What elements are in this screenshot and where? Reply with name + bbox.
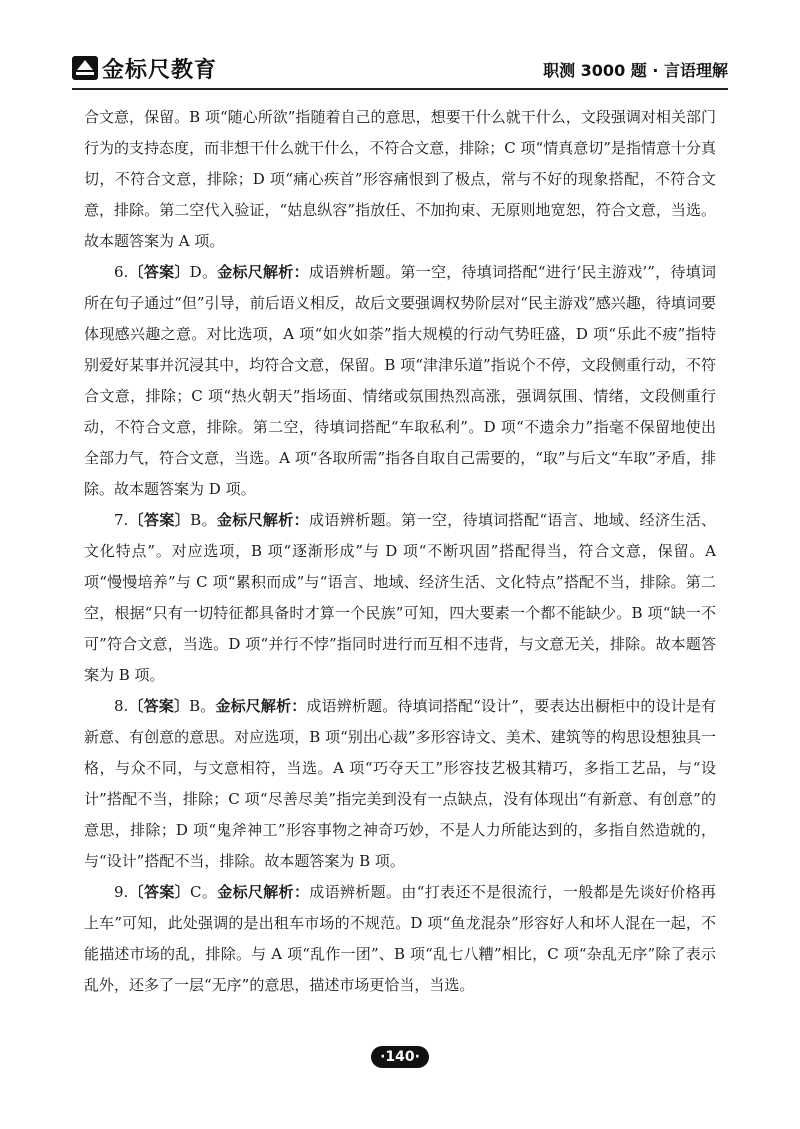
answer-value: D。 (189, 263, 218, 281)
book-title: 职测 3000 题 · 言语理解 (543, 61, 728, 80)
analysis-label: 金标尺解析： (215, 697, 307, 715)
page-header (72, 52, 728, 90)
analysis-label: 金标尺解析： (216, 511, 310, 529)
answer-value: B。 (190, 511, 217, 529)
logo-icon (72, 56, 98, 80)
answer-label: 〔答案〕 (128, 511, 191, 529)
answer-item-7 (84, 505, 716, 691)
page-number: ·140· (371, 1046, 429, 1068)
paragraph-body: 成语辨析题。第一空，待填词搭配“进行‘民主游戏’”，待填词所在句子通过“但”引导，前后语义相反，故后文要强调权势阶层对“民主游戏”感兴趣，待填词要体现感兴趣之意。对比选项，A 项“如火如荼”指大规模的行动气势旺盛，D 项“乐此不疲”指特别爱好某事并沉浸其中，均符合文意，保留。B 项“津津乐道”指说个不停，文段侧重行动，不符合文意，排除；C 项“热火朝天”指场面、情绪或氛围热烈高涨，强调氛围、情绪，文段侧重行动，不符合文意，排除。第二空，待填词搭配“车取私利”。D 项“不遗余力”指毫不保留地使出全部力气，符合文意，当选。A 项“各取所需”指各自取自己需要的，“取”与后文“车取”矛盾，排除。故本题答案为 D 项。 (84, 263, 716, 498)
answer-item-8 (84, 691, 716, 877)
publisher-logo (72, 54, 217, 82)
answer-value: B。 (189, 697, 216, 715)
item-number: 9. (114, 883, 129, 901)
answer-label: 〔答案〕 (128, 697, 190, 715)
answer-value: C。 (190, 883, 218, 901)
logo-text: 金标尺教育 (102, 57, 218, 83)
analysis-label: 金标尺解析： (217, 883, 310, 901)
answer-label: 〔答案〕 (128, 883, 191, 901)
paragraph-continued (84, 102, 716, 257)
page-content (84, 102, 716, 1001)
answer-item-9 (84, 877, 716, 1001)
answer-item-6 (84, 257, 716, 505)
paragraph-body: 成语辨析题。第一空，待填词搭配“语言、地域、经济生活、文化特点”。对应选项，B 项“逐渐形成”与 D 项“不断巩固”搭配得当，符合文意，保留。A 项“慢慢培养”与 C 项“累积而成”与“语言、地域、经济生活、文化特点”搭配不当，排除。第二空，根据“只有一切特征都具备时才算一个民族”可知，四大要素一个都不能缺少。B 项“缺一不可”符合文意，当选。D 项“并行不悖”指同时进行而互相不违背，与文意无关，排除。故本题答案为 B 项。 (84, 511, 716, 684)
item-number: 6. (114, 263, 129, 281)
answer-label: 〔答案〕 (128, 263, 190, 281)
item-number: 7. (114, 511, 129, 529)
paragraph-body: 成语辨析题。待填词搭配“设计”，要表达出橱柜中的设计是有新意、有创意的意思。对应选项，B 项“别出心裁”多形容诗文、美术、建筑等的构思设想独具一格，与众不同，与文意相符，当选。A 项“巧夺天工”形容技艺极其精巧，多指工艺品，与“设计”搭配不当，排除；C 项“尽善尽美”指完美到没有一点缺点，没有体现出“有新意、有创意”的意思，排除；D 项“鬼斧神工”形容事物之神奇巧妙，不是人力所能达到的，多指自然造就的，与“设计”搭配不当，排除。故本题答案为 B 项。 (84, 697, 716, 870)
item-number: 8. (114, 697, 129, 715)
analysis-label: 金标尺解析： (217, 263, 309, 281)
paragraph-body: 合文意，保留。B 项“随心所欲”指随着自己的意思，想要干什么就干什么，文段强调对相关部门行为的支持态度，而非想干什么就干什么，不符合文意，排除；C 项“情真意切”是指情意十分真切，不符合文意，排除；D 项“痛心疾首”形容痛恨到了极点，常与不好的现象搭配，不符合文意，排除。第二空代入验证，“姑息纵容”指放任、不加拘束、无原则地宽恕，符合文意，当选。故本题答案为 A 项。 (84, 108, 716, 250)
paragraph-body: 成语辨析题。由“打表还不是很流行，一般都是先谈好价格再上车”可知，此处强调的是出租车市场的不规范。D 项“鱼龙混杂”形容好人和坏人混在一起，不能描述市场的乱，排除。与 A 项“乱作一团”、B 项“乱七八糟”相比，C 项“杂乱无序”除了表示乱外，还多了一层“无序”的意思，描述市场更恰当，当选。 (84, 883, 716, 994)
